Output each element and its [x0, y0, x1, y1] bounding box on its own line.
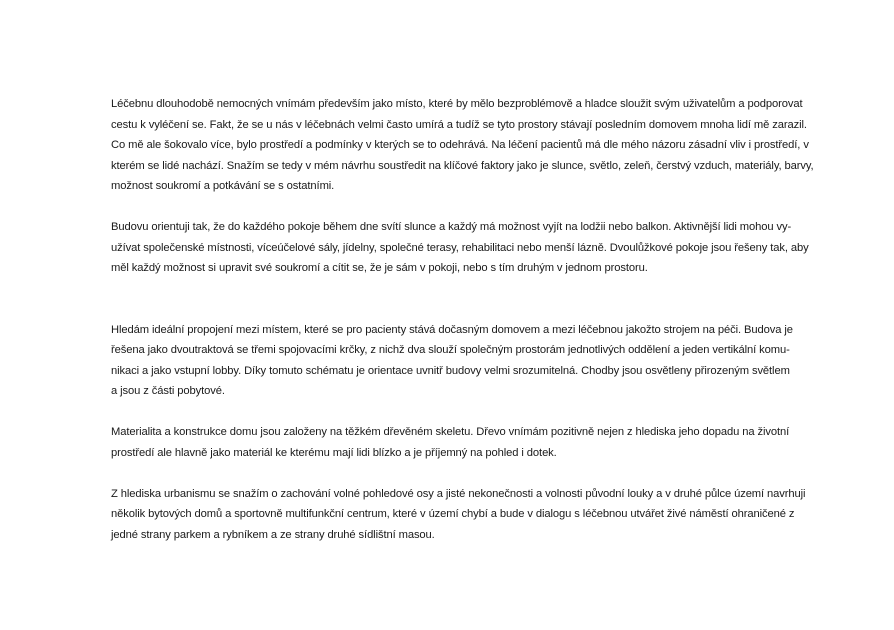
- text-line: měl každý možnost si upravit své soukromí a cítit se, že je sám v pokoji, nebo s tím druhým v jednom prostoru.: [111, 262, 648, 274]
- text-line: nikaci a jako vstupní lobby. Díky tomuto schématu je orientace uvnitř budovy velmi srozumitelná. Chodby jsou osvětleny přirozeným světlem: [111, 364, 790, 377]
- text-line: kterém se lidé nachází. Snažím se tedy v mém návrhu soustředit na klíčové faktory jako je slunce, světlo, zeleň, čerstvý vzduch, materiály, barvy,: [111, 159, 814, 172]
- text-line: Léčebnu dlouhodobě nemocných vnímám především jako místo, které by mělo bezproblémově a hladce sloužit svým uživatelům a podporovat: [111, 98, 803, 110]
- text-line: Budovu orientuji tak, že do každého pokoje během dne svítí slunce a každý má možnost vyjít na lodžii nebo balkon. Aktivnější lidi mohou vy-: [111, 221, 792, 233]
- text-line: řešena jako dvoutraktová se třemi spojovacími krčky, z nichž dva slouží společným prostorám jednotlivých oddělení a jeden vertikální komu-: [111, 344, 790, 356]
- text-line: Co mě ale šokovalo více, bylo prostředí a podmínky v kterých se to odehrává. Na léčení pacientů má dle mého názoru zásadní vliv i prostředí, v: [111, 139, 809, 151]
- paragraph-spacer: [111, 197, 789, 218]
- text-line: užívat společenské místnosti, víceúčelové sály, jídelny, společné terasy, rehabilitaci nebo menší lázně. Dvoulůžkové pokoje jsou řešeny tak, aby: [111, 241, 809, 254]
- paragraph-connection: [111, 320, 793, 402]
- paragraph-intro: [111, 94, 814, 197]
- text-line: několik bytových domů a sportovně multifunkční centrum, které v území chybí a bude v dialogu s léčebnou utvářet živé náměstí ohraničené z: [111, 508, 795, 520]
- paragraph-materiality: [111, 422, 789, 463]
- body-text: [111, 94, 814, 545]
- text-line: Materialita a konstrukce domu jsou založeny na těžkém dřevěném skeletu. Dřevo vnímám pozitivně nejen z hlediska jeho dopadu na životní: [111, 426, 790, 438]
- text-line: prostředí ale hlavně jako materiál ke kterému mají lidi blízko a je příjemný na pohled i dotek.: [111, 446, 557, 459]
- text-line: jedné strany parkem a rybníkem a ze strany druhé sídlištní masou.: [111, 528, 435, 541]
- text-line: Hledám ideální propojení mezi místem, které se pro pacienty stává dočasným domovem a mezi léčebnou jakožto strojem na péči. Budova je: [111, 323, 793, 336]
- paragraph-urbanism: [111, 484, 806, 546]
- paragraph-spacer: [111, 463, 789, 484]
- text-line: možnost soukromí a potkávání se s ostatními.: [111, 180, 335, 192]
- paragraph-spacer: [111, 279, 789, 320]
- text-line: a jsou z části pobytové.: [111, 385, 225, 397]
- text-line: Z hlediska urbanismu se snažím o zachování volné pohledové osy a jisté nekonečnosti a volnosti původní louky a v druhé půlce území navrhuji: [111, 487, 806, 500]
- paragraph-orientation: [111, 217, 809, 279]
- paragraph-spacer: [111, 402, 789, 423]
- text-line: cestu k vyléčení se. Fakt, že se u nás v léčebnách velmi často umírá a tudíž se tyto prostory stávají posledním domovem mnoha lidí mě zarazil.: [111, 118, 807, 131]
